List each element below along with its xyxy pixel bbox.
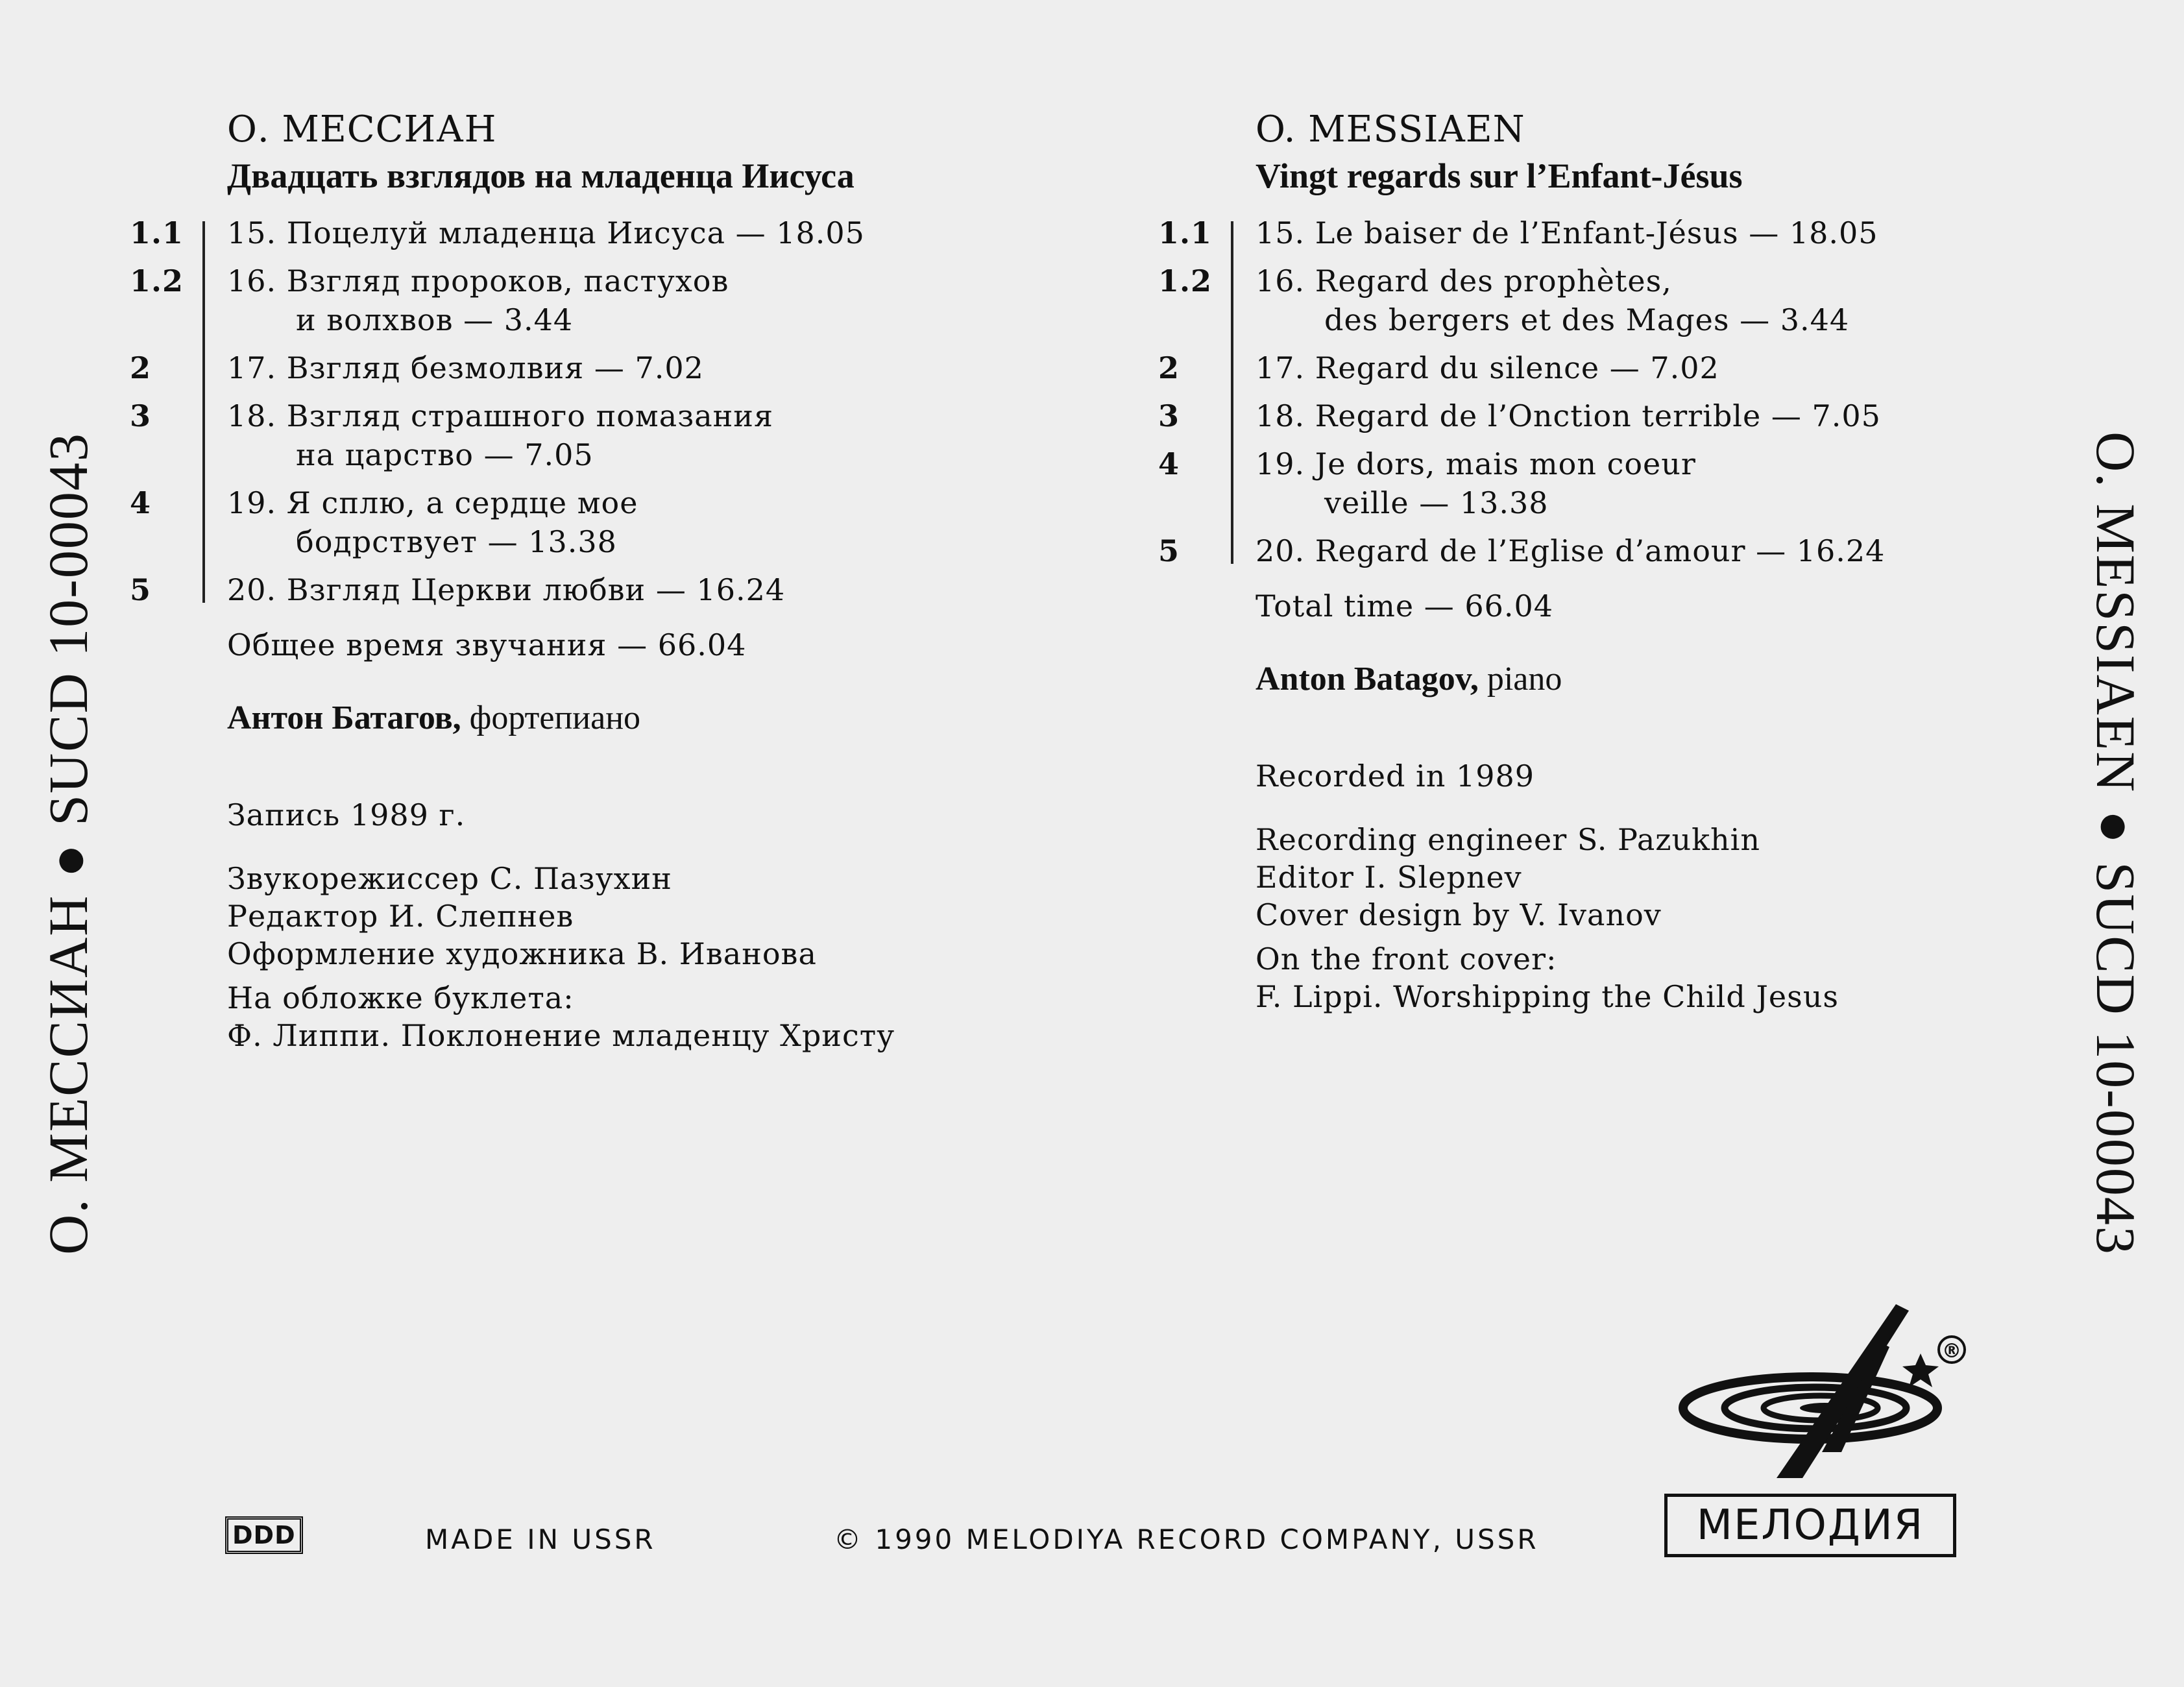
track-row [130,396,1071,474]
track-title: 17. Взгляд безмолвия — 7.02 [227,350,704,385]
right-spine-separator: ● [2085,810,2147,845]
left-spine-text [36,432,101,1255]
english-credits [1256,821,2099,934]
track-text [227,213,865,252]
english-performer-role: piano [1478,661,1562,698]
track-text [1256,348,1719,387]
track-title: 20. Взгляд Церкви любви — 16.24 [227,572,786,607]
track-title: 17. Regard du silence — 7.02 [1256,350,1719,385]
right-spine-catalog: SUCD 10-00043 [2085,862,2147,1256]
track-side: 1.1 [1158,215,1213,250]
right-spine-composer: O. MESSIAEN [2085,431,2147,794]
track-text [227,396,773,474]
track-title: 15. Поцелуй младенца Иисуса — 18.05 [227,215,865,250]
track-side: 5 [1158,533,1180,568]
track-text [1256,213,1878,252]
russian-total-time: Общее время звучания — 66.04 [227,627,747,662]
cover-note-line: Ф. Липпи. Поклонение младенцу Христу [227,1018,895,1053]
cover-note-line: F. Lippi. Worshipping the Child Jesus [1256,979,1839,1014]
track-title: 19. Je dors, mais mon coeur [1256,446,1696,481]
cover-note-line: On the front cover: [1256,941,1557,977]
russian-cover-note [227,979,1071,1054]
russian-performer-role: фортепиано [461,699,641,736]
russian-work-title: Двадцать взглядов на младенца Иисуса [227,156,855,195]
left-spine-separator: ● [37,842,99,878]
russian-recorded: Запись 1989 г. [227,797,466,832]
track-title-continuation: veille — 13.38 [1324,485,1549,520]
track-side: 3 [130,398,152,433]
track-title: 16. Взгляд пророков, пастухов [227,263,729,298]
track-title: 16. Regard des prophètes, [1256,263,1672,298]
left-spine [0,0,136,1687]
credit-line: Звукорежиссер С. Пазухин [227,861,672,896]
russian-performer [227,698,1071,739]
credit-line: Cover design by V. Ivanov [1256,897,1662,932]
track-side: 1.2 [130,263,184,298]
track-text [1256,396,1881,435]
track-title-continuation: на царство — 7.05 [296,437,594,472]
track-row [1158,213,2099,252]
track-title-continuation: бодрствует — 13.38 [296,524,617,559]
russian-credits [227,860,1071,973]
track-side: 1.2 [1158,263,1213,298]
english-cover-note [1256,940,2099,1015]
credit-line: Оформление художника В. Иванова [227,936,817,971]
melodiya-brand-box: МЕЛОДИЯ [1664,1494,1956,1557]
english-performer-name: Anton Batagov, [1256,661,1479,698]
credit-line: Editor I. Slepnev [1256,860,1522,895]
track-row [130,570,1071,609]
track-side: 3 [1158,398,1180,433]
track-row [1158,396,2099,435]
russian-performer-name: Антон Батагов, [227,699,461,736]
track-row [1158,261,2099,339]
made-in-label: MADE IN USSR [425,1523,656,1555]
english-performer [1256,659,2099,700]
track-text [1256,444,1696,522]
track-title-continuation: des bergers et des Mages — 3.44 [1324,302,1850,337]
track-side: 2 [130,350,152,385]
russian-composer: О. МЕССИАН [227,108,497,151]
english-total-time: Total time — 66.04 [1256,589,1554,624]
english-column [1158,107,2099,1015]
track-row [1158,348,2099,387]
track-text [227,570,785,609]
english-track-list [1158,213,2099,570]
track-side: 2 [1158,350,1180,385]
credit-line: Recording engineer S. Pazukhin [1256,822,1760,857]
track-row [130,213,1071,252]
copyright-label: © 1990 MELODIYA RECORD COMPANY, USSR [834,1523,1539,1555]
english-work-title: Vingt regards sur l’Enfant-Jésus [1256,156,1743,195]
track-title: 18. Regard de l’Onction terrible — 7.05 [1256,398,1881,433]
track-row [130,348,1071,387]
track-title-continuation: и волхвов — 3.44 [296,302,574,337]
track-text [227,261,729,339]
track-text [227,348,704,387]
track-side: 4 [130,485,152,520]
russian-column [130,107,1071,1054]
left-spine-catalog: SUCD 10-00043 [37,432,99,826]
track-text [227,483,638,561]
track-text [1256,531,1885,570]
track-side: 1.1 [130,215,184,250]
cover-note-line: На обложке буклета: [227,980,574,1015]
left-spine-composer: О. МЕССИАН [37,894,99,1255]
track-row [130,483,1071,561]
track-row [1158,531,2099,570]
track-side: 4 [1158,446,1180,481]
melodiya-logo-icon [1668,1298,1979,1505]
russian-track-list [130,213,1071,609]
registered-mark: ® [1942,1340,1961,1363]
track-title: 15. Le baiser de l’Enfant-Jésus — 18.05 [1256,215,1878,250]
track-title: 20. Regard de l’Eglise d’amour — 16.24 [1256,533,1886,568]
track-title: 19. Я сплю, а сердце мое [227,485,638,520]
track-row [130,261,1071,339]
credit-line: Редактор И. Слепнев [227,899,574,934]
track-text [1256,261,1849,339]
ddd-badge: DDD [225,1516,303,1554]
english-composer: O. MESSIAEN [1256,108,1525,151]
english-recorded: Recorded in 1989 [1256,759,1535,794]
track-title: 18. Взгляд страшного помазания [227,398,773,433]
track-side: 5 [130,572,152,607]
track-row [1158,444,2099,522]
